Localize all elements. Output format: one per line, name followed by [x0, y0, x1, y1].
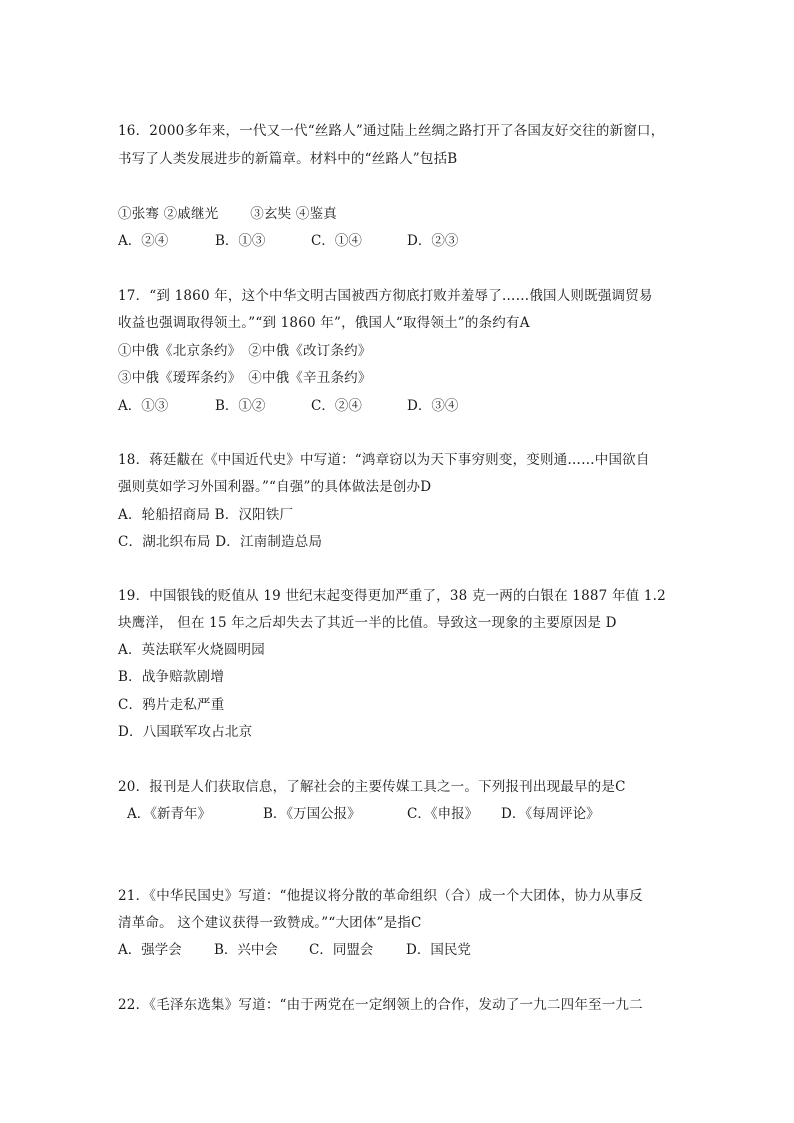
question-16-line-1: 16．2000多年来，一代又一代“丝路人”通过陆上丝绸之路打开了各国友好交往的新窗口，	[118, 123, 665, 139]
question-18-options-1: A．轮船招商局 B．汉阳铁厂	[118, 507, 294, 523]
question-18-line-2: 强则莫如学习外国利器。”“自强”的具体做法是创办D	[118, 479, 432, 495]
option-d: D．②③	[407, 233, 459, 249]
question-17-item-1: ①中俄《北京条约》 ②中俄《改订条约》	[118, 343, 372, 359]
question-19-option-c: C．鸦片走私严重	[118, 697, 225, 713]
option-b: B．兴中会	[214, 942, 278, 958]
question-20-line-1: 20．报刊是人们获取信息，了解社会的主要传媒工具之一。下列报刊出现最早的是C	[118, 779, 626, 795]
question-22-line-1: 22．《毛泽东选集》写道：“由于两党在一定纲领上的合作，发动了一九二四年至一九二	[118, 997, 643, 1013]
question-17-item-2: ③中俄《瑷珲条约》 ④中俄《辛丑条约》	[118, 370, 372, 386]
question-19-option-b: B．战争赔款剧增	[118, 669, 225, 685]
option-c: C．《申报》	[407, 806, 479, 822]
question-20-options	[127, 804, 687, 824]
question-18-options-2: C．湖北织布局 D．江南制造总局	[118, 534, 323, 550]
question-19-line-1: 19．中国银钱的贬值从 19 世纪末起变得更加严重了，38 克一两的白银在 1887 年值 1.2	[118, 588, 666, 604]
option-b: B．①③	[215, 233, 266, 249]
option-c: C．同盟会	[309, 942, 374, 958]
option-a: A．②④	[118, 233, 169, 249]
question-21-line-2: 清革命。 这个建议获得一致赞成。”“大团体”是指C	[118, 915, 422, 931]
option-c: C．①④	[311, 233, 362, 249]
question-21-line-1: 21．《中华民国史》写道：“他提议将分散的革命组织（合）成一个大团体，协力从事反	[118, 888, 643, 904]
option-a: A．强学会	[118, 942, 182, 958]
option-a: A．①③	[118, 398, 169, 414]
question-17-line-2: 收益也强调取得领土。”“到 1860 年”，俄国人“取得领土”的条约有A	[118, 315, 530, 331]
question-19-line-2: 块鹰洋， 但在 15 年之后却失去了其近一半的比值。导致这一现象的主要原因是 D	[118, 615, 617, 631]
question-16-items: ①张骞 ②戚继光 ③玄奘 ④鉴真	[118, 206, 337, 222]
question-19-option-d: D．八国联军攻占北京	[118, 724, 253, 740]
option-b: B．①②	[215, 398, 266, 414]
option-c: C．②④	[311, 398, 362, 414]
question-18-line-1: 18．蒋廷黻在《中国近代史》中写道：“鸿章窃以为天下事穷则变，变则通……中国欲自	[118, 452, 650, 468]
option-a: A．《新青年》	[127, 806, 211, 822]
option-d: D．国民党	[406, 942, 471, 958]
question-19-option-a: A．英法联军火烧圆明园	[118, 642, 265, 658]
option-d: D．③④	[407, 398, 459, 414]
question-17-options	[118, 396, 678, 416]
question-16-line-2: 书写了人类发展进步的新篇章。材料中的“丝路人”包括B	[118, 151, 458, 167]
option-d: D．《每周评论》	[501, 806, 600, 822]
question-16-options	[118, 231, 678, 251]
question-21-options	[118, 940, 678, 960]
option-b: B．《万国公报》	[263, 806, 361, 822]
question-17-line-1: 17．“到 1860 年，这个中华文明古国被西方彻底打败并羞辱了……俄国人则既强调贸易	[118, 288, 653, 304]
